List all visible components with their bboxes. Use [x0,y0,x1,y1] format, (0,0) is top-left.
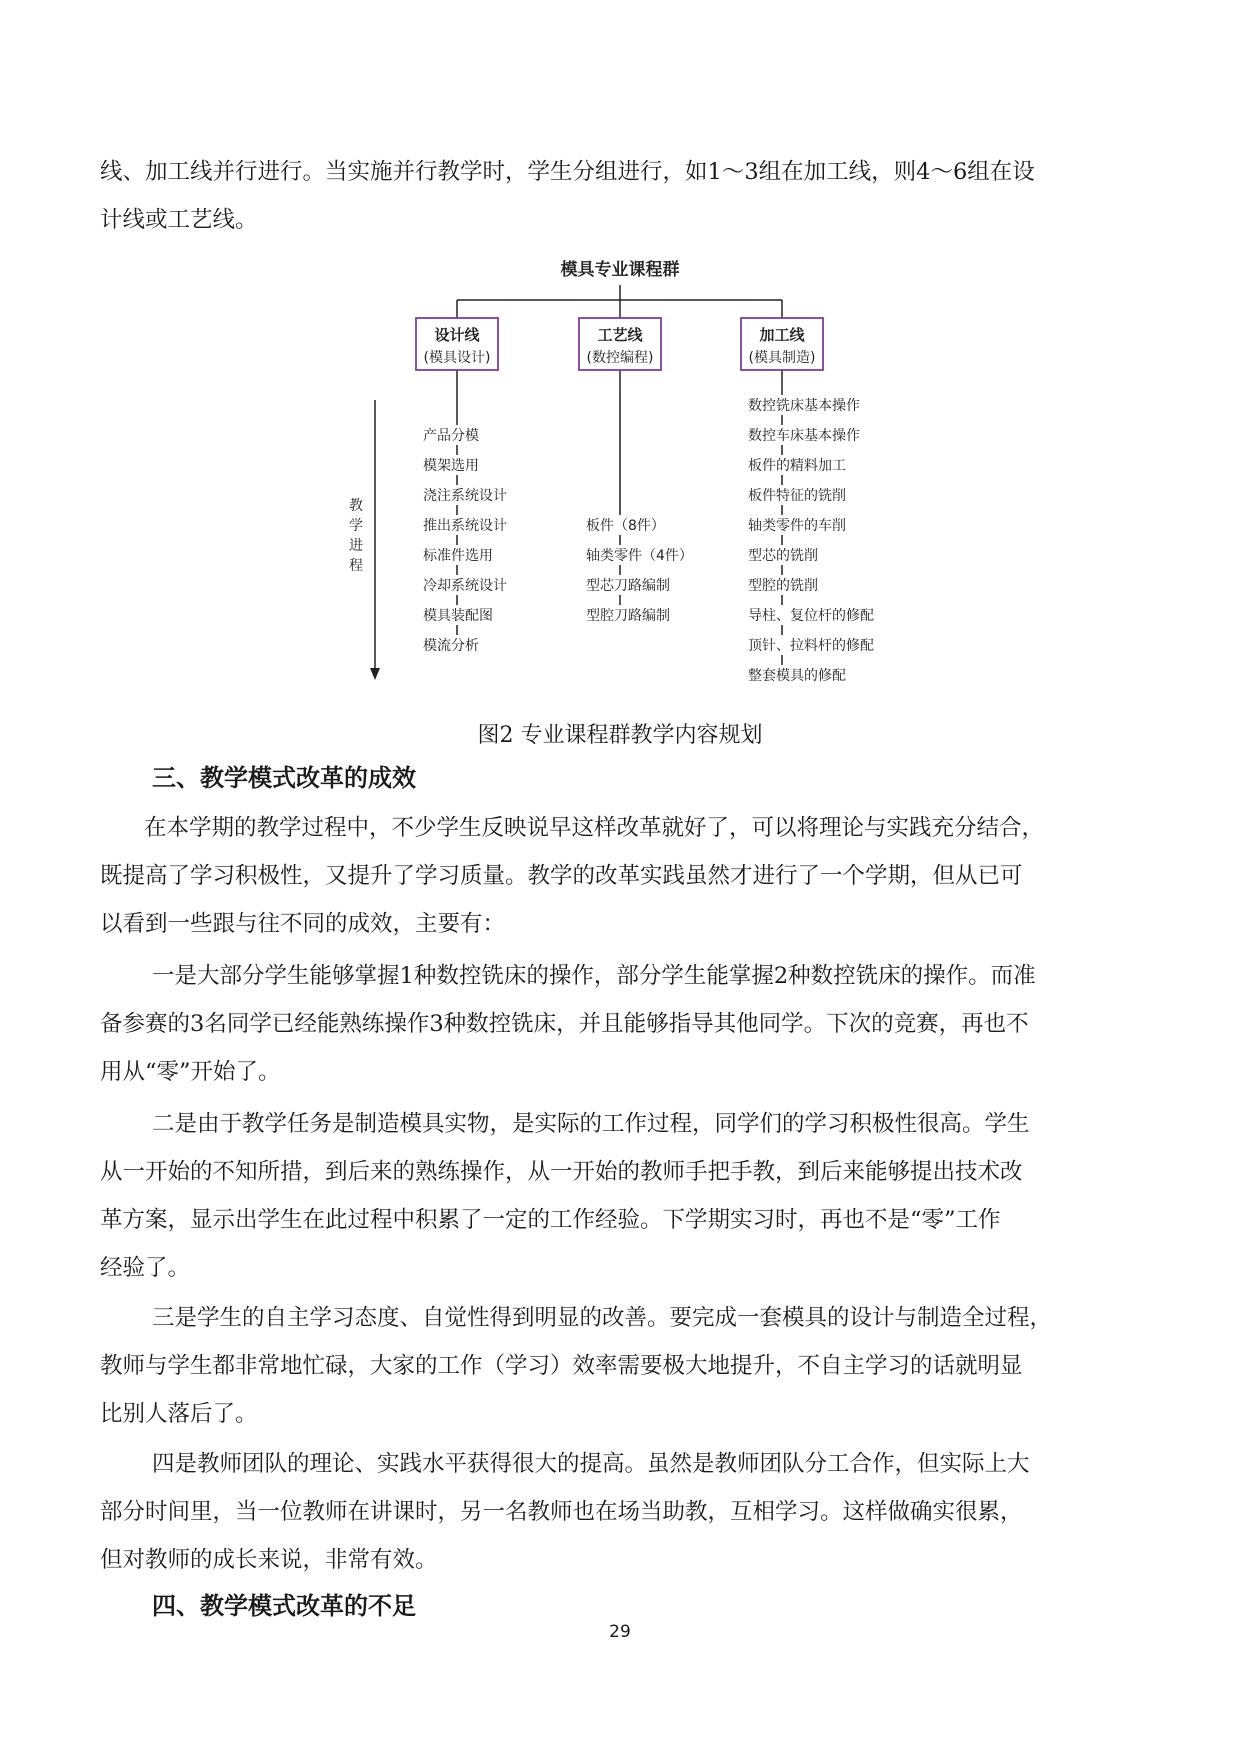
text-line: 四是教师团队的理论、实践水平获得很大的提高。虽然是教师团队分工合作，但实际上大 [152,1451,1030,1477]
course-item: 板件的精料加工 [748,458,846,474]
axis-label-char: 教 [349,498,363,514]
text-line: 但对教师的成长来说，非常有效。 [100,1547,438,1573]
body-paragraph [100,1440,1140,1584]
axis-arrowhead [370,668,380,680]
course-item: 板件（8件） [586,518,665,534]
text-line: 线、加工线并行进行。当实施并行教学时，学生分组进行，如1～3组在加工线，则4～6组在设 [100,159,1035,185]
text-line: 比别人落后了。 [100,1401,258,1427]
text-line: 革方案，显示出学生在此过程中积累了一定的工作经验。下学期实习时，再也不是“零”工作 [100,1207,1001,1233]
page-number: 29 [609,1622,631,1642]
course-item: 顶针、拉料杆的修配 [748,638,874,654]
column-title: 加工线 [759,326,805,344]
course-item: 整套模具的修配 [748,668,846,684]
body-paragraph [100,1100,1140,1292]
column-subtitle: (数控编程) [586,350,654,366]
column-title: 工艺线 [597,326,643,344]
course-item: 模架选用 [423,458,479,474]
body-paragraph [100,804,1140,948]
section-heading: 三、教学模式改革的成效 [152,764,416,792]
text-line: 从一开始的不知所措，到后来的熟练操作，从一开始的教师手把手教，到后来能够提出技术改 [100,1159,1023,1185]
diagram-root-label: 模具专业课程群 [560,260,680,280]
text-line: 在本学期的教学过程中，不少学生反映说早这样改革就好了，可以将理论与实践充分结合， [144,815,1045,841]
column-subtitle: (模具设计) [423,350,491,366]
course-item: 数控车床基本操作 [748,428,860,444]
course-item: 模流分析 [423,638,479,654]
figure-caption: 图2 专业课程群教学内容规划 [477,723,763,748]
text-line: 部分时间里，当一位教师在讲课时，另一名教师也在场当助教，互相学习。这样做确实很累， [100,1499,1023,1525]
text-line: 二是由于教学任务是制造模具实物，是实际的工作过程，同学们的学习积极性很高。学生 [152,1111,1030,1137]
course-item: 型芯刀路编制 [586,578,670,594]
course-item: 模具装配图 [423,608,493,624]
text-line: 计线或工艺线。 [100,207,258,233]
course-item: 数控铣床基本操作 [748,398,860,414]
text-line: 既提高了学习积极性，又提升了学习质量。教学的改革实践虽然才进行了一个学期，但从已可 [100,863,1023,889]
course-item: 轴类零件（4件） [586,548,693,564]
course-item: 导柱、复位杆的修配 [748,608,874,624]
course-item: 型芯的铣削 [748,548,818,564]
text-line: 备参赛的3名同学已经能熟练操作3种数控铣床，并且能够指导其他同学。下次的竞赛，再也不 [100,1011,1029,1037]
text-line: 三是学生的自主学习态度、自觉性得到明显的改善。要完成一套模具的设计与制造全过程， [152,1305,1053,1331]
body-paragraph [100,952,1140,1096]
axis-label-char: 程 [349,558,363,574]
course-item: 推出系统设计 [423,518,507,534]
axis-label-char: 学 [349,518,363,534]
course-item: 冷却系统设计 [423,578,507,594]
course-item: 轴类零件的车削 [748,518,846,534]
course-item: 产品分模 [423,428,479,444]
course-item: 型腔的铣削 [748,578,818,594]
text-line: 经验了。 [100,1255,191,1281]
column-subtitle: (模具制造) [748,350,816,366]
course-item: 板件特征的铣削 [748,488,846,504]
course-item: 浇注系统设计 [423,488,507,504]
text-line: 一是大部分学生能够掌握1种数控铣床的操作，部分学生能掌握2种数控铣床的操作。而准 [152,963,1036,989]
teaching-progress-axis [349,400,380,680]
course-item: 型腔刀路编制 [586,608,670,624]
section-heading: 四、教学模式改革的不足 [152,1592,416,1620]
column-title: 设计线 [434,326,480,344]
axis-label-char: 进 [349,538,363,554]
text-line: 以看到一些跟与往不同的成效，主要有： [100,911,506,937]
text-line: 教师与学生都非常地忙碌，大家的工作（学习）效率需要极大地提升，不自主学习的话就明显 [100,1353,1023,1379]
course-item: 标准件选用 [423,548,493,564]
course-group-diagram [0,0,1240,720]
body-paragraph [100,1294,1140,1438]
text-line: 用从“零”开始了。 [100,1059,281,1085]
diagram-columns [416,318,877,685]
